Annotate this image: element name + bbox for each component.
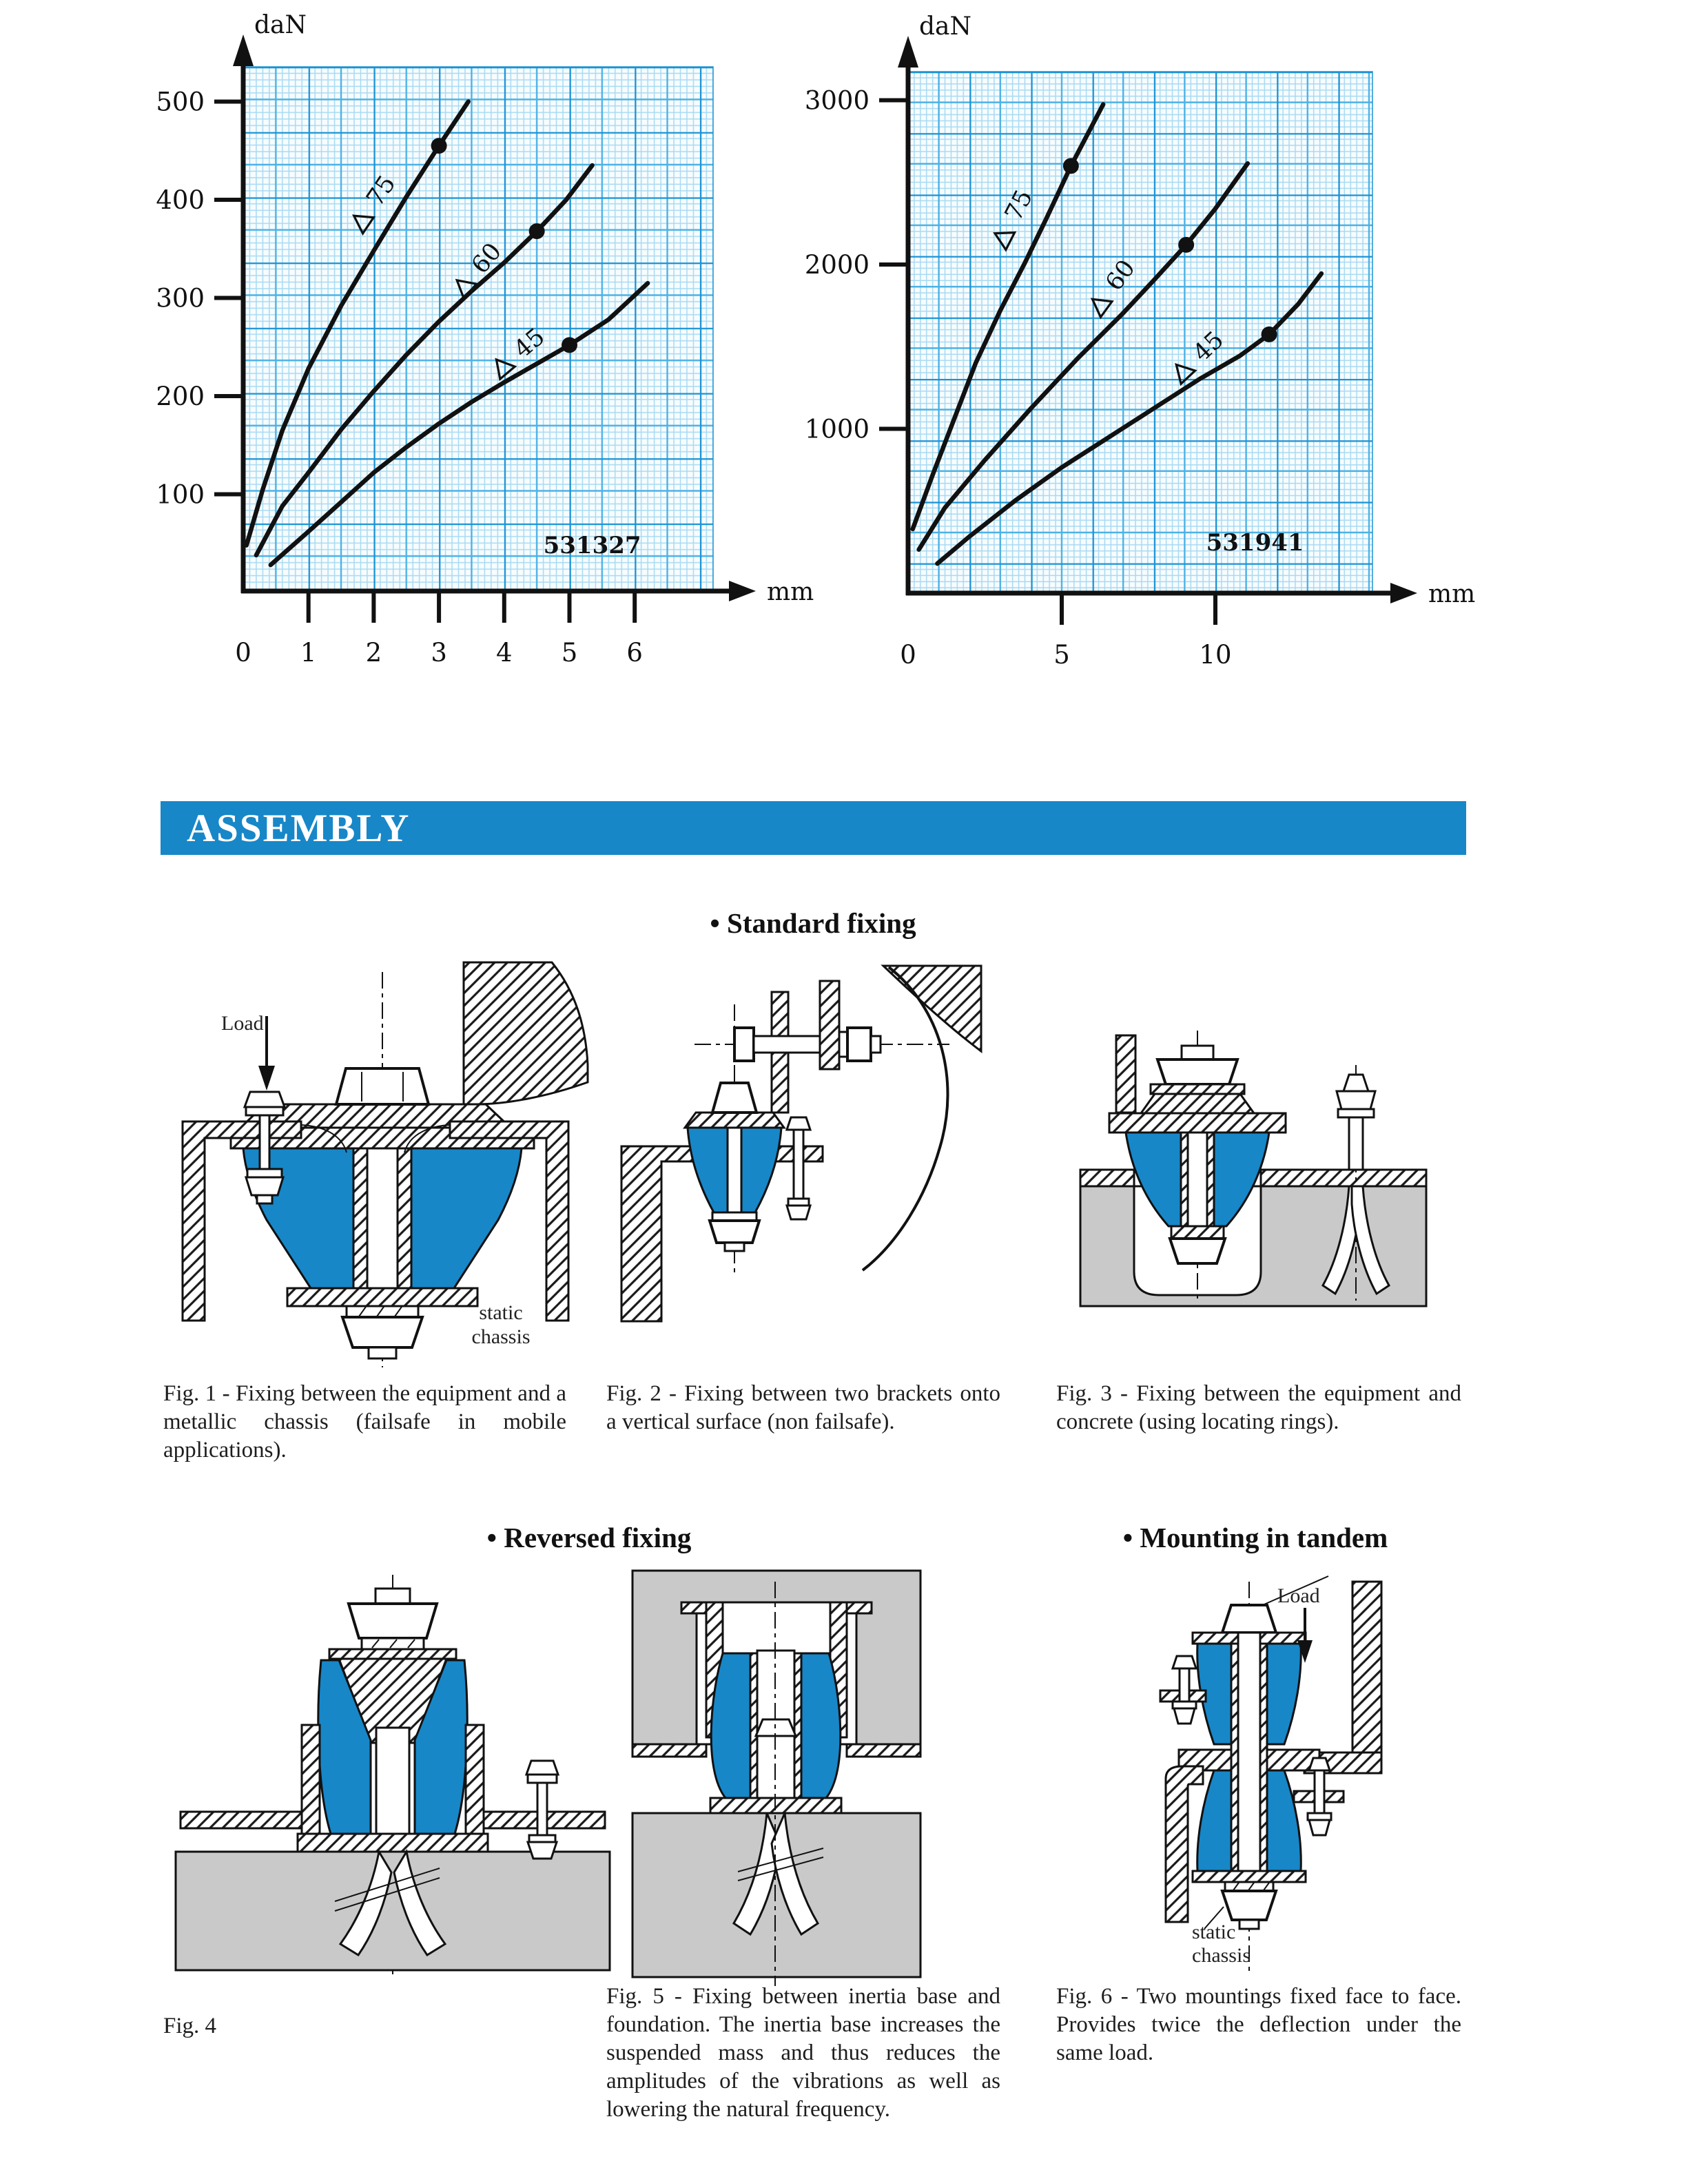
horizontal-bolt-head <box>734 1028 754 1061</box>
small-nut <box>528 1842 557 1859</box>
base-plate <box>298 1834 488 1852</box>
equipment-body <box>883 966 981 1051</box>
y-axis-arrow <box>898 36 918 68</box>
small-nut <box>1174 1708 1195 1724</box>
central-stud <box>1238 1633 1260 1882</box>
curve-label-text: 45 <box>1188 326 1230 368</box>
deck-plate-right <box>1261 1170 1426 1186</box>
curve-label-text: 45 <box>508 322 551 364</box>
nut <box>1170 1239 1225 1263</box>
rated-load-point-75 <box>431 138 447 154</box>
rated-load-point-60 <box>529 223 545 239</box>
small-bolt-head <box>526 1761 558 1775</box>
equipment-face-plate <box>820 981 839 1069</box>
bolt-head <box>336 1068 429 1104</box>
flange-plate-right <box>847 1744 920 1757</box>
small-nut <box>1309 1820 1330 1835</box>
y-tick-label: 200 <box>156 382 205 411</box>
x-tick-label: 5 <box>561 638 578 668</box>
x-axis-arrow <box>1390 583 1417 603</box>
nut <box>342 1317 422 1347</box>
inner-sleeve <box>398 1148 411 1288</box>
static-chassis-label: chassis <box>471 1325 531 1348</box>
equipment-plate <box>1116 1035 1135 1113</box>
small-washer <box>528 1775 557 1783</box>
figure-1-caption: Fig. 1 - Fixing between the equipment and a metallic chassis (failsafe in mobile applications). <box>163 1381 566 1462</box>
section-standard-fixing: • Standard fixing <box>710 907 916 939</box>
small-lock-washer <box>247 1169 282 1177</box>
section-mounting-in-tandem: • Mounting in tandem <box>1122 1522 1388 1553</box>
top-plate <box>329 1649 456 1659</box>
x-tick-label: 0 <box>900 640 916 670</box>
load-label: Load <box>1277 1584 1320 1607</box>
small-nut <box>246 1177 283 1195</box>
upper-plate <box>1109 1113 1286 1133</box>
rated-load-point-45 <box>1262 327 1277 342</box>
static-chassis-label: chassis <box>1192 1944 1251 1967</box>
bolt-head <box>712 1083 757 1113</box>
flange-plate-left <box>632 1744 706 1757</box>
x-tick-label: 2 <box>365 638 382 668</box>
stud-end <box>375 1589 410 1604</box>
y-axis-arrow <box>233 34 254 66</box>
small-nut <box>787 1206 810 1219</box>
top-nut <box>349 1604 437 1638</box>
bolt-head <box>1222 1605 1276 1633</box>
rated-load-point-75 <box>1063 158 1079 174</box>
static-chassis-label: static <box>479 1301 523 1324</box>
small-bolt-shaft <box>1315 1770 1324 1813</box>
top-nut <box>1157 1059 1237 1084</box>
x-tick-label: 4 <box>496 638 513 668</box>
anchor-shaft <box>1349 1117 1363 1170</box>
figure-2-drawing <box>591 963 984 1349</box>
y-tick-label: 500 <box>156 87 205 117</box>
equipment-wall <box>1352 1582 1381 1752</box>
anchor-washer <box>1338 1109 1374 1117</box>
x-tick-label: 3 <box>431 638 447 668</box>
graph-paper <box>908 72 1372 593</box>
curve-label-text: 60 <box>466 238 508 280</box>
central-stud <box>728 1128 741 1212</box>
figure-4-drawing <box>165 1562 620 1983</box>
x-tick-label: 0 <box>235 638 251 668</box>
x-tick-label: 6 <box>626 638 643 668</box>
part-number: 531941 <box>1206 528 1304 557</box>
curve-label-text: 60 <box>1100 255 1141 296</box>
horizontal-bolt-shaft <box>754 1036 820 1053</box>
x-axis-unit-label: mm <box>767 578 814 606</box>
y-tick-label: 100 <box>156 479 205 510</box>
static-chassis-label: static <box>1192 1921 1236 1943</box>
y-tick-label: 300 <box>156 283 205 313</box>
figure-4-caption: Fig. 4 <box>163 2014 217 2038</box>
concrete-foundation <box>176 1852 610 1970</box>
rubber-element-right <box>741 1128 781 1212</box>
outer-shell-left <box>302 1725 320 1834</box>
rated-load-point-45 <box>562 337 577 353</box>
y-tick-label: 2000 <box>804 250 870 280</box>
central-stud <box>367 1148 398 1288</box>
rubber-element-right <box>411 1148 522 1288</box>
y-axis-unit-label: daN <box>254 11 307 39</box>
deck-plate-left <box>1080 1170 1134 1186</box>
section-reversed-fixing: • Reversed fixing <box>486 1522 692 1553</box>
rubber-element-left <box>688 1128 728 1212</box>
assembly-banner <box>161 801 1466 855</box>
curve-label-text: 75 <box>361 170 402 212</box>
nut <box>1222 1891 1276 1920</box>
central-stud <box>376 1728 409 1846</box>
washer-plate <box>1151 1084 1244 1094</box>
load-label: Load <box>221 1012 264 1035</box>
horizontal-nut <box>847 1028 871 1061</box>
flange-plate-left <box>181 1812 302 1828</box>
rated-load-point-60 <box>1178 237 1194 253</box>
x-tick-label: 10 <box>1199 640 1232 670</box>
base-plate <box>1171 1226 1224 1239</box>
x-tick-label: 1 <box>300 638 317 668</box>
stud-end <box>1182 1046 1213 1059</box>
small-bolt-head <box>245 1092 285 1107</box>
small-bolt-head <box>1309 1758 1330 1770</box>
figure-6-drawing <box>1156 1572 1463 1978</box>
figure-3-drawing <box>1060 977 1449 1321</box>
anchor-nut <box>1337 1091 1375 1109</box>
anchor-bolt-head <box>1344 1075 1368 1091</box>
figure-5-caption: Fig. 5 - Fixing between inertia base and foundation. The inertia base increases the suspended mass and thus reduces the amplitudes of the vibrations as well as lowering the natural frequency. <box>606 1984 1000 2122</box>
curve-label-text: 75 <box>1000 185 1039 226</box>
figure-6-caption: Fig. 6 - Two mountings fixed face to face. Provides twice the deflection under the same load. <box>1056 1984 1461 2065</box>
small-bolt-head <box>787 1117 810 1130</box>
inner-sleeve <box>353 1148 367 1288</box>
top-flange-plate <box>1141 1094 1254 1113</box>
load-arrow <box>258 1066 275 1090</box>
central-stud <box>1188 1133 1207 1226</box>
figure-1-drawing <box>162 960 589 1373</box>
nut <box>710 1221 759 1243</box>
x-axis-arrow <box>729 581 756 601</box>
x-axis-unit-label: mm <box>1428 580 1476 608</box>
bottom-plate <box>1193 1871 1306 1882</box>
cup-flange-right <box>847 1602 872 1613</box>
figure-5-drawing <box>622 1562 931 1993</box>
stud-end <box>369 1347 396 1358</box>
y-tick-label: 1000 <box>804 414 870 444</box>
cup-flange-left <box>681 1602 706 1613</box>
small-washer <box>246 1107 283 1115</box>
x-tick-label: 5 <box>1053 640 1070 670</box>
outer-shell-right <box>466 1725 484 1834</box>
figure-3-caption: Fig. 3 - Fixing between the equipment and concrete (using locating rings). <box>1056 1381 1461 1434</box>
figure-2-caption: Fig. 2 - Fixing between two brackets onto a vertical surface (non failsafe). <box>606 1381 1000 1434</box>
equipment-body <box>464 962 588 1104</box>
part-number: 531327 <box>543 532 641 559</box>
y-axis-unit-label: daN <box>919 12 972 41</box>
assembly-banner-title: ASSEMBLY <box>187 807 411 850</box>
small-bolt-shaft <box>537 1783 547 1835</box>
graph-paper <box>243 67 713 591</box>
load-deflection-chart-531327 <box>96 0 827 696</box>
small-bolt-head <box>1173 1656 1196 1668</box>
small-bolt-shaft <box>260 1115 269 1169</box>
mount-top-plate <box>685 1113 784 1128</box>
small-bolt-shaft <box>794 1130 803 1199</box>
base-plate <box>287 1288 477 1306</box>
y-tick-label: 400 <box>156 185 205 215</box>
y-tick-label: 3000 <box>804 85 870 116</box>
load-deflection-chart-531941 <box>785 0 1585 696</box>
